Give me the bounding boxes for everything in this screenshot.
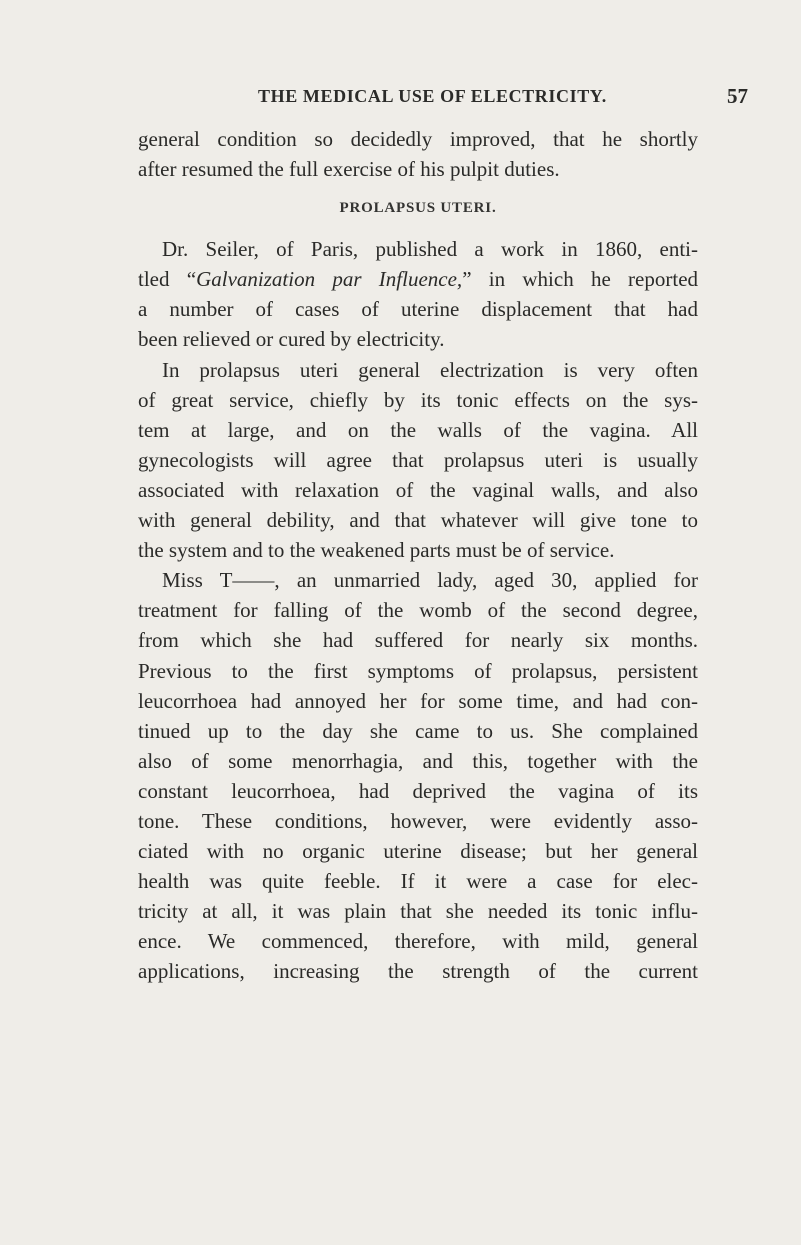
text-line: with general debility, and that whatever will give tone to [138,508,698,533]
text-line: of great service, chiefly by its tonic effects on the sys- [138,387,698,412]
text-line: tone. These conditions, however, were evidently asso- [138,808,698,833]
text-line: gynecologists will agree that prolapsus uteri is usually [138,447,698,472]
text-line: Miss T——, an unmarried lady, aged 30, applied for [162,568,698,593]
text-line: Previous to the first symptoms of prolapsus, persistent [138,658,698,683]
text-line: health was quite feeble. If it were a case for elec- [138,869,698,894]
text-line: been relieved or cured by electricity. [138,327,445,352]
text-line: from which she had suffered for nearly six months. [138,628,698,653]
text-line: tem at large, and on the walls of the vagina. All [138,417,698,442]
text-line: treatment for falling of the womb of the second degree, [138,598,698,623]
text-line [138,264,698,294]
body-text [138,124,698,987]
text-line: also of some menorrhagia, and this, together with the [138,748,698,773]
text-line: constant leucorrhoea, had deprived the vagina of its [138,778,698,803]
text-line: In prolapsus uteri general electrization is very often [162,357,698,382]
text-line: tricity at all, it was plain that she needed its tonic influ- [138,899,698,924]
book-title-italic: Galvanization par Influence, [196,267,463,292]
text-fragment: tled “ [138,267,197,292]
text-line: after resumed the full exercise of his pulpit duties. [138,157,560,182]
text-line: leucorrhoea had annoyed her for some time, and had con- [138,688,698,713]
text-line: applications, increasing the strength of the current [138,959,698,984]
text-line: ciated with no organic uterine disease; but her general [138,839,698,864]
text-line: tinued up to the day she came to us. She complained [138,718,698,743]
text-fragment: ” in which he reported [462,267,699,292]
running-head: THE MEDICAL USE OF ELECTRICITY. [258,86,607,106]
text-line: associated with relaxation of the vaginal walls, and also [138,477,698,502]
text-line: ence. We commenced, therefore, with mild, general [138,929,698,954]
text-line: Dr. Seiler, of Paris, published a work in 1860, enti- [162,237,698,262]
section-heading: PROLAPSUS UTERI. [339,200,497,217]
page-number: 57 [727,84,748,108]
text-line: the system and to the weakened parts must be of service. [138,538,615,563]
text-line: a number of cases of uterine displacement that had [138,297,698,322]
text-line: general condition so decidedly improved, that he shortly [138,127,698,151]
